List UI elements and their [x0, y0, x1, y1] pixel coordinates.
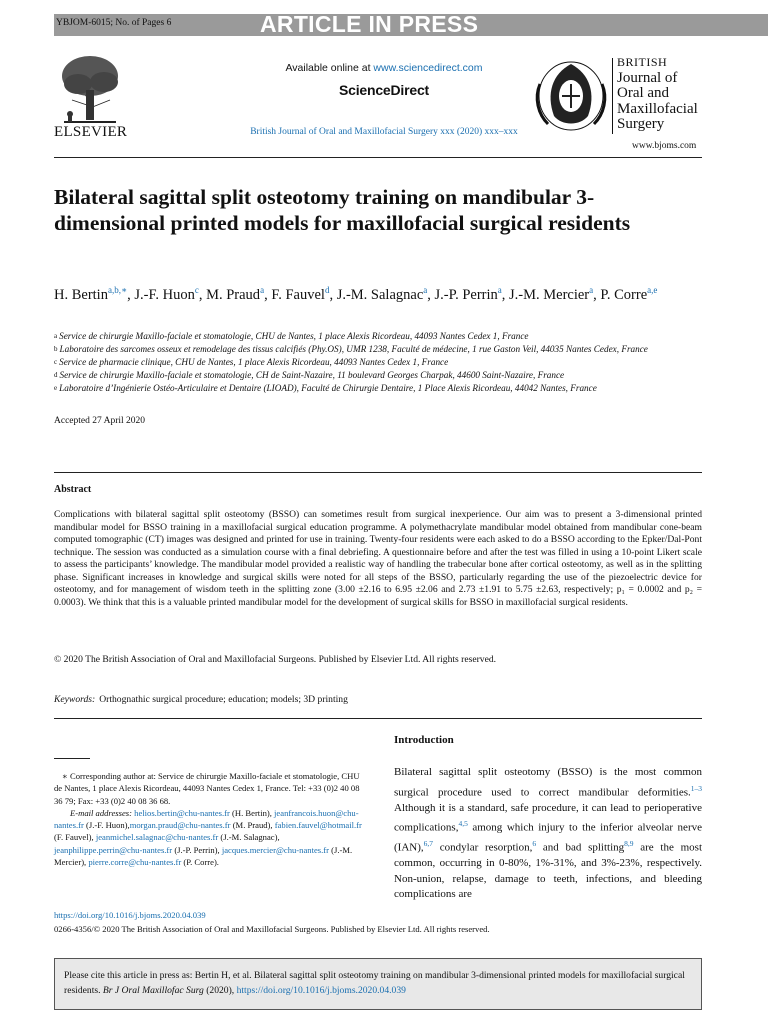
intro-ref-2[interactable]: 4,5: [458, 819, 468, 829]
author-6: J.-P. Perrin: [434, 286, 498, 303]
intro-ref-5[interactable]: 8,9: [624, 839, 634, 849]
corresponding-text: ∗ Corresponding author at: Service de chirurgie Maxillo-faciale et stomatologie, CHU de Nantes, 1 place Alexis Ricordeau, 44093 Nantes Cedex 1, France. Tel: +33 (0)2 40 08 36 79; Fax: +33 (0)2 40 08 36 68.: [54, 771, 360, 806]
email-link[interactable]: jeanphilippe.perrin@chu-nantes.fr: [54, 844, 173, 855]
introduction-text: [394, 765, 702, 903]
citation-year: (2020),: [203, 985, 237, 996]
abstract-copyright: © 2020 The British Association of Oral and Maxillofacial Surgeons. Published by Elsevier Ltd. All rights reserved.: [54, 654, 497, 665]
affiliation-letter: d: [54, 371, 58, 379]
email-owner: (J.-F. Huon),: [85, 820, 130, 831]
intro-text-6: are the most common, occurring in 0-80%, 1%-31%, and 3%-23%, respectively. Non-union, relapse, damage to teeth, infections, and bleeding complications are: [394, 841, 702, 901]
affiliation-item: [54, 382, 702, 395]
journal-logo-line-4: Maxillofacial: [617, 100, 698, 117]
footnote-rule: [54, 758, 90, 759]
available-prefix: Available online at: [285, 62, 374, 74]
intro-text-3: among which injury to the inferior alveolar nerve (IAN),: [394, 821, 702, 854]
journal-divider: [612, 58, 613, 134]
article-meta: YBJOM-6015; No. of Pages 6: [56, 18, 172, 28]
journal-url: www.bjoms.com: [632, 141, 697, 151]
author-4-affil[interactable]: d: [324, 285, 330, 295]
email-link[interactable]: pierre.corre@chu-nantes.fr: [88, 857, 182, 868]
citation-journal: Br J Oral Maxillofac Surg: [102, 985, 204, 996]
sciencedirect-logo-text: ScienceDirect: [338, 82, 429, 98]
journal-logo-line-3: Oral and: [617, 85, 670, 101]
email-link[interactable]: helios.bertin@chu-nantes.fr: [134, 807, 230, 818]
author-3: M. Praud: [206, 286, 261, 303]
author-2: J.-F. Huon: [134, 286, 195, 303]
author-5-affil[interactable]: a: [423, 285, 428, 295]
email-owner: (F. Fauvel),: [54, 832, 94, 843]
author-1: H. Bertin: [54, 286, 108, 303]
intro-ref-4[interactable]: 6: [532, 839, 537, 849]
affiliation-item: [54, 330, 702, 343]
email-owner: (J.-P. Perrin),: [174, 844, 220, 855]
header-rule: [54, 157, 702, 158]
publisher-name: ELSEVIER: [54, 124, 128, 140]
article-in-press-label: ARTICLE IN PRESS: [260, 11, 479, 37]
author-7-affil[interactable]: a: [589, 285, 594, 295]
author-6-affil[interactable]: a: [497, 285, 502, 295]
abstract-bottom-rule: [54, 718, 702, 719]
introduction-heading: Introduction: [394, 734, 454, 746]
author-3-affil[interactable]: a: [260, 285, 265, 295]
journal-citation-line: British Journal of Oral and Maxillofacial Surgery xxx (2020) xxx–xxx: [250, 127, 518, 137]
affiliation-text: Service de pharmacie clinique, CHU de Nantes, 1 place Alexis Ricordeau, 44093 Nantes Cedex 1, France: [59, 357, 449, 367]
doi-link[interactable]: https://doi.org/10.1016/j.bjoms.2020.04.039: [54, 910, 206, 920]
intro-ref-3[interactable]: 6,7: [423, 839, 434, 849]
author-7: J.-M. Mercier: [509, 286, 590, 303]
author-8-affil[interactable]: a,e: [647, 285, 658, 295]
author-4: F. Fauvel: [271, 286, 325, 303]
intro-ref-1[interactable]: 1–3: [690, 783, 702, 793]
author-1-affil[interactable]: a,b,∗: [107, 285, 128, 295]
sciencedirect-link[interactable]: www.sciencedirect.com: [373, 62, 483, 74]
email-owner: (P. Corre).: [183, 857, 219, 868]
bjoms-crest-icon: [532, 54, 610, 134]
intro-text-5: and bad splitting: [536, 841, 625, 854]
intro-text-1: Bilateral sagittal split osteotomy (BSSO) is the most common surgical procedure used to correct mandibular deformities.: [394, 766, 702, 799]
affiliation-item: [54, 343, 702, 356]
article-title: Bilateral sagittal split osteotomy training on mandibular 3-dimensional printed models for maxillofacial surgical residents: [54, 185, 631, 235]
citation-doi-link[interactable]: https://doi.org/10.1016/j.bjoms.2020.04.039: [236, 985, 406, 996]
affiliation-letter: a: [54, 332, 58, 340]
issn-line: 0266-4356/© 2020 The British Association of Oral and Maxillofacial Surgeons. Published by Elsevier Ltd. All rights reserved.: [54, 924, 490, 934]
intro-text-2: Although it is a standard, safe procedure, it can lead to perioperative complications,: [394, 801, 702, 834]
affiliation-letter: e: [54, 384, 58, 392]
email-owner: (J.-M. Salagnac),: [220, 832, 280, 843]
intro-text-4: condylar resorption,: [433, 841, 533, 854]
affiliation-text: Laboratoire des sarcomes osseux et remodelage des tissus calcifiés (Phy.OS), UMR 1238, Faculté de médecine, 1 rue Gaston Veil, 44035 Nantes Cedex, France: [59, 344, 648, 354]
author-2-affil[interactable]: c: [194, 285, 199, 295]
abstract-heading: Abstract: [54, 484, 92, 495]
email-link[interactable]: fabien.fauvel@hotmail.fr: [274, 820, 362, 831]
journal-logo-line-1: BRITISH: [617, 55, 668, 69]
affiliation-text: Laboratoire d’Ingénierie Ostéo-Articulaire et Dentaire (LIOAD), Faculté de Chirurgie Dentaire, 1 Place Alexis Ricordeau, 44042 Nantes, France: [59, 383, 597, 393]
affiliation-item: [54, 356, 702, 369]
citation-prefix: Please cite this article in press as: Bertin H, et al. Bilateral sagittal split osteotomy training on mandibular 3-dimensional printed models for maxillofacial surgical residents.: [64, 970, 685, 996]
corresponding-author-footnote: [54, 770, 366, 868]
keywords: [54, 694, 348, 705]
email-owner: (J.-M. Mercier),: [54, 844, 353, 868]
email-link[interactable]: jeanfrancois.huon@chu-nantes.fr: [54, 807, 359, 831]
email-owner: (H. Bertin),: [232, 807, 272, 818]
accepted-date: Accepted 27 April 2020: [54, 416, 146, 426]
abstract-top-rule: [54, 472, 702, 473]
affiliation-letter: c: [54, 358, 58, 366]
author-list: H. Bertin$^{a,b,∗}$, J.-F. Huon$^c$, M. Praud$^a$, F. Fauvel$^d$, J.-M. Salagnac$^a$, J.-P. Perrin$^a$, J.-M. Mercier$^a$, P. Corre$^{a,e}$: [54, 285, 658, 303]
affiliations: [54, 330, 702, 395]
keywords-label: Keywords:: [54, 694, 96, 705]
affiliation-letter: b: [54, 345, 58, 353]
affiliation-text: Service de chirurgie Maxillo-faciale et stomatologie, CHU de Nantes, 1 place Alexis Ricordeau, 44093 Nantes Cedex 1, France: [59, 331, 529, 341]
email-label: E-mail addresses:: [70, 807, 132, 818]
keywords-text: Orthognathic surgical procedure; education; models; 3D printing: [99, 694, 348, 705]
journal-logo-line-5: Surgery: [617, 116, 665, 132]
email-link[interactable]: morgan.praud@chu-nantes.fr: [129, 820, 231, 831]
article-in-press-bar: [54, 11, 768, 37]
email-owner: (M. Praud),: [232, 820, 273, 831]
affiliation-item: [54, 369, 702, 382]
author-8: P. Corre: [600, 286, 648, 303]
citation-text: [64, 968, 694, 998]
affiliation-text: Service de chirurgie Maxillo-faciale et stomatologie, CH de Saint-Nazaire, 11 boulevard Georges Charpak, 44600 Saint-Nazaire, France: [59, 370, 565, 380]
author-5: J.-M. Salagnac: [336, 286, 424, 303]
journal-logo-title: [617, 55, 698, 133]
journal-logo-line-2: Journal of: [617, 69, 678, 86]
abstract-text: Complications with bilateral sagittal split osteotomy (BSSO) can sometimes result from surgical inexperience. Our aim was to present a 3-dimensional printed mandibular model for BSSO training in a maxillofacial surgical education programme. A polymethacrylate mandibular model obtained from mandibular cone-beam computed tomographic (CT) images was designed and printed for use in training. Twenty-four residents were each asked to do a BSSO according to the Epker/Dal-Pont technique. The session was conducted as a simulation course with a final debriefing. A questionnaire before and after the test was filled in using a 10-point Likert scale to assess the participants’ knowledge. The mandibular model provided a realistic way of handling the trabecular bone after cortical osteotomy, as well as in the splitting phase. Significant increases in knowledge and surgical skills were noted for all steps of the BSSO, particularly regarding the use of the piezoelectric device for osteotomy, and for management of wisdom teeth in the splitting zone (3.00 ±2.16 to 6.95 ±2.06 and 2.73 ±1.91 to 5.75 ±2.63, respectively; p₁ = 0.0002 and p₂ = 0.0003). We think that this is a valuable printed mandibular model for the development of surgical skills for BSSO in maxillofacial surgical residents.: [54, 509, 702, 608]
citation-box: [54, 958, 702, 1010]
email-link[interactable]: jeanmichel.salagnac@chu-nantes.fr: [95, 832, 219, 843]
email-link[interactable]: jacques.mercier@chu-nantes.fr: [221, 844, 329, 855]
